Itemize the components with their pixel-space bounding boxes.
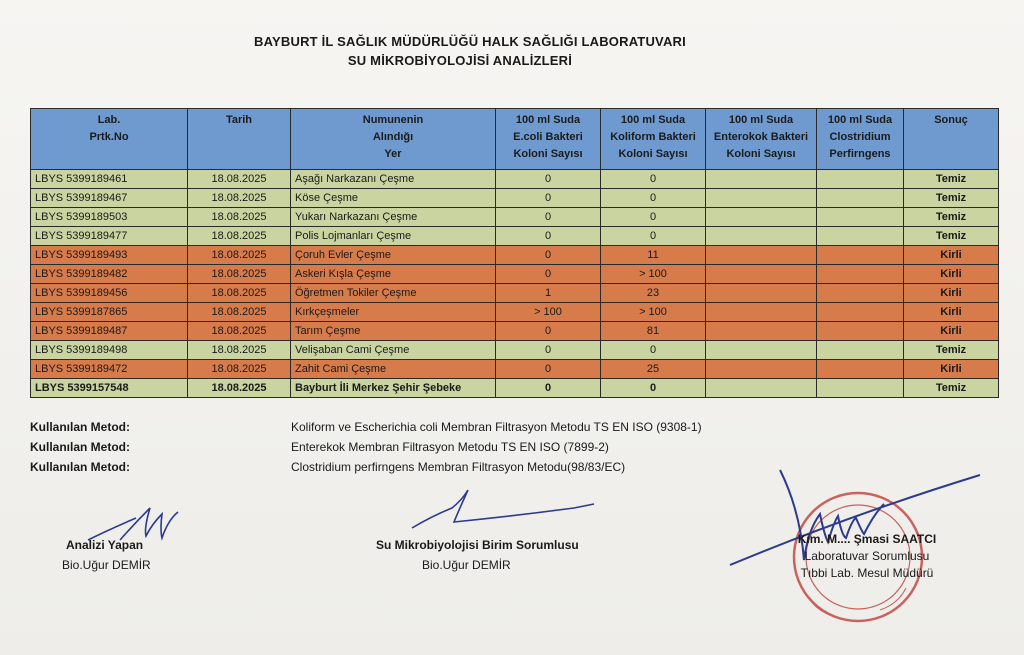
cell-no: LBYS 5399187865 xyxy=(31,303,188,322)
cell-date: 18.08.2025 xyxy=(188,208,291,227)
cell-date: 18.08.2025 xyxy=(188,265,291,284)
cell-loc: Polis Lojmanları Çeşme xyxy=(291,227,496,246)
header-location: Numunenin Alındığı Yer xyxy=(291,109,496,170)
cell-loc: Tarım Çeşme xyxy=(291,322,496,341)
cell-loc: Bayburt İli Merkez Şehir Şebeke xyxy=(291,379,496,398)
cell-koliform: 0 xyxy=(601,189,706,208)
cell-date: 18.08.2025 xyxy=(188,189,291,208)
cell-result: Kirli xyxy=(904,284,999,303)
cell-no: LBYS 5399189477 xyxy=(31,227,188,246)
cell-ecoli: 1 xyxy=(496,284,601,303)
header-lab-no: Lab. Prtk.No xyxy=(31,109,188,170)
cell-result: Temiz xyxy=(904,341,999,360)
cell-no: LBYS 5399189467 xyxy=(31,189,188,208)
manager-name: Kim. M.... Şmasi SAATCI xyxy=(797,532,937,546)
cell-result: Kirli xyxy=(904,360,999,379)
cell-ecoli: > 100 xyxy=(496,303,601,322)
method-text: Clostridium perfirngens Membran Filtrasyon Metodu(98/83/EC) xyxy=(291,460,626,474)
header-clostridium: 100 ml Suda Clostridium Perfirngens xyxy=(817,109,904,170)
analyst-block xyxy=(62,538,151,572)
document-subtitle: SU MİKROBİYOLOJİSİ ANALİZLERİ xyxy=(347,53,573,68)
cell-loc: Velişaban Cami Çeşme xyxy=(291,341,496,360)
cell-result: Temiz xyxy=(904,189,999,208)
cell-koliform: 0 xyxy=(601,227,706,246)
cell-result: Kirli xyxy=(904,265,999,284)
cell-no: LBYS 5399189487 xyxy=(31,322,188,341)
header-result: Sonuç xyxy=(904,109,999,170)
cell-result: Temiz xyxy=(904,379,999,398)
method-text: Enterekok Membran Filtrasyon Metodu TS EN ISO (7899-2) xyxy=(291,440,609,454)
cell-ecoli: 0 xyxy=(496,360,601,379)
cell-result: Kirli xyxy=(904,303,999,322)
cell-ecoli: 0 xyxy=(496,170,601,189)
manager-subtitle: Tıbbi Lab. Mesul Müdürü xyxy=(800,566,934,580)
cell-no: LBYS 5399157548 xyxy=(31,379,188,398)
cell-ecoli: 0 xyxy=(496,227,601,246)
header-date: Tarih xyxy=(188,109,291,170)
cell-no: LBYS 5399189498 xyxy=(31,341,188,360)
header-ecoli: 100 ml Suda E.coli Bakteri Koloni Sayısı xyxy=(496,109,601,170)
cell-loc: Askeri Kışla Çeşme xyxy=(291,265,496,284)
cell-koliform: 81 xyxy=(601,322,706,341)
cell-loc: Zahit Cami Çeşme xyxy=(291,360,496,379)
header-enterokok: 100 ml Suda Enterokok Bakteri Koloni Sayısı xyxy=(706,109,817,170)
cell-ecoli: 0 xyxy=(496,189,601,208)
analyst-signature xyxy=(88,508,178,540)
cell-no: LBYS 5399189482 xyxy=(31,265,188,284)
cell-ecoli: 0 xyxy=(496,208,601,227)
cell-loc: Yukarı Narkazanı Çeşme xyxy=(291,208,496,227)
method-label: Kullanılan Metod: xyxy=(30,420,130,434)
cell-no: LBYS 5399189472 xyxy=(31,360,188,379)
manager-title: Laboratuvar Sorumlusu xyxy=(804,549,930,563)
unit-role: Su Mikrobiyolojisi Birim Sorumlusu xyxy=(376,538,579,552)
document-title: BAYBURT İL SAĞLIK MÜDÜRLÜĞÜ HALK SAĞLIĞI LABORATUVARI xyxy=(254,34,686,49)
method-label: Kullanılan Metod: xyxy=(30,460,130,474)
cell-koliform: 0 xyxy=(601,170,706,189)
cell-koliform: 0 xyxy=(601,208,706,227)
cell-ecoli: 0 xyxy=(496,379,601,398)
cell-loc: Köse Çeşme xyxy=(291,189,496,208)
cell-koliform: > 100 xyxy=(601,303,706,322)
cell-date: 18.08.2025 xyxy=(188,341,291,360)
cell-ecoli: 0 xyxy=(496,246,601,265)
cell-result: Kirli xyxy=(904,246,999,265)
analyst-role: Analizi Yapan xyxy=(66,538,144,552)
manager-block xyxy=(782,532,952,580)
cell-date: 18.08.2025 xyxy=(188,246,291,265)
cell-result: Temiz xyxy=(904,227,999,246)
cell-loc: Kırkçeşmeler xyxy=(291,303,496,322)
cell-no: LBYS 5399189456 xyxy=(31,284,188,303)
cell-ecoli: 0 xyxy=(496,341,601,360)
cell-result: Temiz xyxy=(904,208,999,227)
cell-loc: Çoruh Evler Çeşme xyxy=(291,246,496,265)
cell-koliform: 0 xyxy=(601,341,706,360)
cell-no: LBYS 5399189503 xyxy=(31,208,188,227)
cell-date: 18.08.2025 xyxy=(188,360,291,379)
cell-loc: Aşağı Narkazanı Çeşme xyxy=(291,170,496,189)
cell-ecoli: 0 xyxy=(496,265,601,284)
cell-koliform: 23 xyxy=(601,284,706,303)
cell-date: 18.08.2025 xyxy=(188,227,291,246)
method-text: Koliform ve Escherichia coli Membran Filtrasyon Metodu TS EN ISO (9308-1) xyxy=(291,420,702,434)
cell-date: 18.08.2025 xyxy=(188,284,291,303)
cell-date: 18.08.2025 xyxy=(188,379,291,398)
cell-date: 18.08.2025 xyxy=(188,322,291,341)
unit-block xyxy=(376,538,579,572)
cell-result: Kirli xyxy=(904,322,999,341)
analyst-name: Bio.Uğur DEMİR xyxy=(62,558,151,572)
unit-name: Bio.Uğur DEMİR xyxy=(422,558,511,572)
cell-loc: Öğretmen Tokiler Çeşme xyxy=(291,284,496,303)
cell-koliform: 25 xyxy=(601,360,706,379)
cell-no: LBYS 5399189461 xyxy=(31,170,188,189)
cell-ecoli: 0 xyxy=(496,322,601,341)
cell-koliform: > 100 xyxy=(601,265,706,284)
cell-date: 18.08.2025 xyxy=(188,303,291,322)
header-koliform: 100 ml Suda Koliform Bakteri Koloni Sayısı xyxy=(601,109,706,170)
cell-no: LBYS 5399189493 xyxy=(31,246,188,265)
method-label: Kullanılan Metod: xyxy=(30,440,130,454)
cell-date: 18.08.2025 xyxy=(188,170,291,189)
unit-signature xyxy=(412,490,594,528)
cell-koliform: 11 xyxy=(601,246,706,265)
cell-koliform: 0 xyxy=(601,379,706,398)
cell-result: Temiz xyxy=(904,170,999,189)
